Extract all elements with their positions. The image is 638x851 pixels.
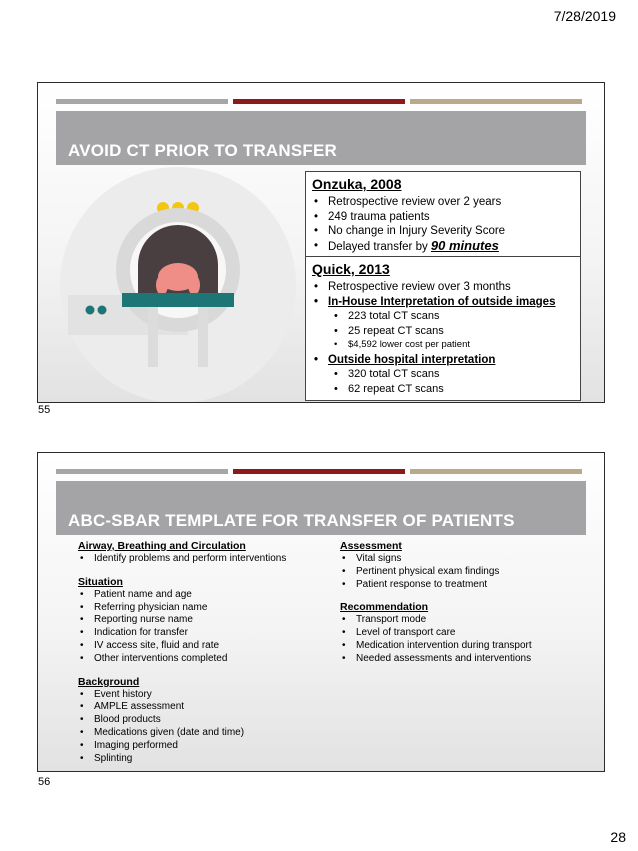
list-item: • Medication intervention during transport	[340, 640, 580, 653]
list-item: • 223 total CT scans	[312, 309, 574, 324]
list-item: • Reporting nurse name	[78, 614, 318, 627]
list-item: • Outside hospital interpretation	[312, 353, 574, 368]
delay-prefix: Delayed transfer by	[328, 240, 431, 253]
assessment-heading: Assessment	[340, 540, 402, 552]
recommendation-heading: Recommendation	[340, 601, 429, 614]
list-item: • 320 total CT scans	[312, 367, 574, 382]
list-item: • 62 repeat CT scans	[312, 382, 574, 397]
title-bar	[56, 111, 586, 165]
list-item: • Imaging performed	[78, 740, 318, 753]
situation-heading: Situation	[78, 575, 123, 588]
slide-number: 56	[38, 776, 51, 788]
slide-title: AVOID CT PRIOR TO TRANSFER	[68, 141, 338, 160]
list-item: • Needed assessments and interventions	[340, 653, 580, 666]
list-item: • Pertinent physical exam findings	[340, 566, 580, 579]
list-item: • Indication for transfer	[78, 627, 318, 640]
slide-number: 55	[38, 404, 51, 416]
list-item: • 249 trauma patients	[312, 210, 574, 225]
list-item: • Blood products	[78, 714, 318, 727]
list-item: • Other interventions completed	[78, 653, 318, 666]
list-item: • Referring physician name	[78, 602, 318, 615]
left-column	[78, 540, 318, 765]
page-number: 28	[610, 829, 626, 845]
quick-box	[305, 256, 581, 401]
onzuka-heading: Onzuka, 2008	[312, 176, 402, 192]
accent-bars	[56, 99, 586, 104]
list-item: • IV access site, fluid and rate	[78, 640, 318, 653]
list-item: • Patient name and age	[78, 589, 318, 602]
abc-heading: Airway, Breathing and Circulation	[78, 540, 246, 552]
list-item: • No change in Injury Severity Score	[312, 224, 574, 239]
list-item: • In-House Interpretation of outside images	[312, 295, 574, 310]
slide-title: ABC-SBAR TEMPLATE FOR TRANSFER OF PATIENTS	[68, 511, 515, 530]
list-item: • Retrospective review over 2 years	[312, 195, 574, 210]
list-item: • $4,592 lower cost per patient	[312, 338, 574, 353]
right-column	[340, 540, 580, 666]
list-item: • Splinting	[78, 753, 318, 766]
list-item: • Vital signs	[340, 553, 580, 566]
list-item: • Medications given (date and time)	[78, 727, 318, 740]
print-date: 7/28/2019	[553, 8, 616, 24]
list-item: • Patient response to treatment	[340, 579, 580, 592]
onzuka-box	[305, 171, 581, 259]
delay-value: 90 minutes	[430, 237, 499, 253]
slide-55	[37, 82, 605, 403]
list-item: • Identify problems and perform interventions	[78, 553, 318, 566]
ct-scanner-icon	[38, 165, 298, 403]
slide-56	[37, 452, 605, 772]
title-bar	[56, 481, 586, 535]
list-item: • Retrospective review over 3 months	[312, 280, 574, 295]
list-item: • Transport mode	[340, 614, 580, 627]
list-item	[312, 239, 574, 255]
quick-heading: Quick, 2013	[312, 261, 390, 277]
list-item: • Event history	[78, 689, 318, 702]
list-item: • Level of transport care	[340, 627, 580, 640]
background-heading: Background	[78, 675, 140, 688]
list-item: • AMPLE assessment	[78, 701, 318, 714]
list-item: • 25 repeat CT scans	[312, 324, 574, 339]
accent-bars	[56, 469, 586, 474]
